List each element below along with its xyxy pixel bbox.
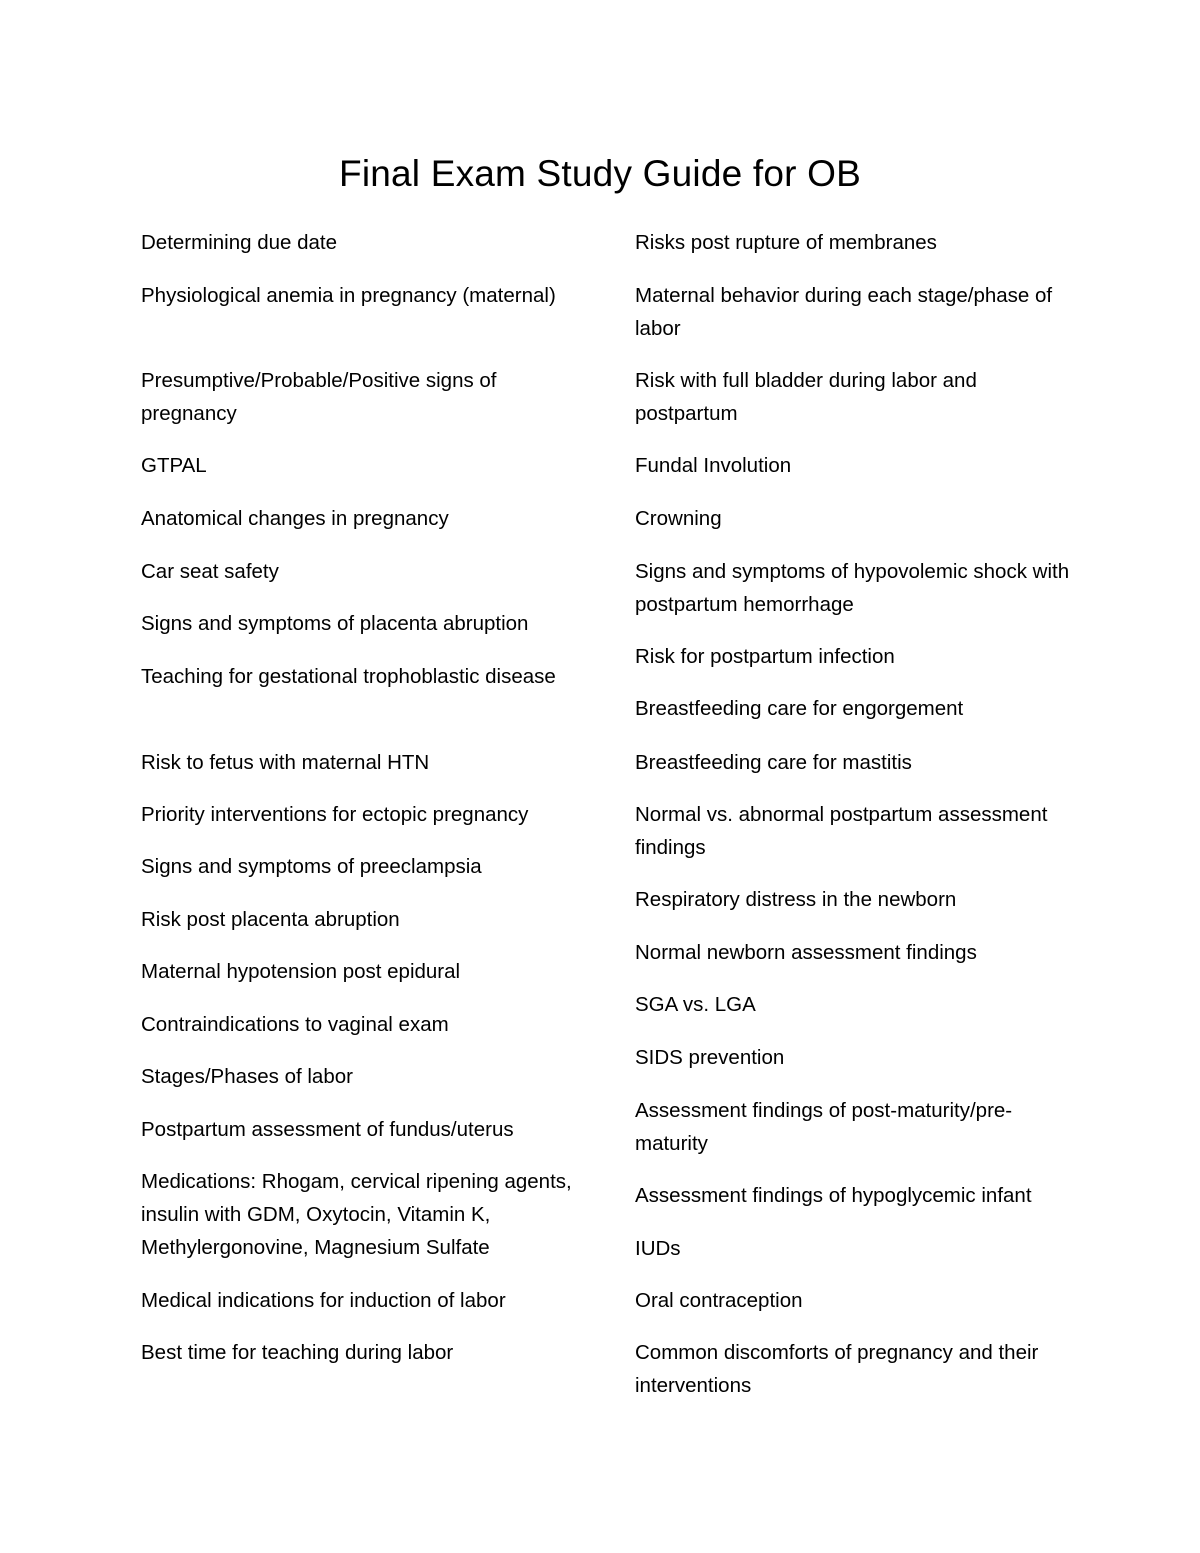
list-item: Common discomforts of pregnancy and their interventions — [635, 1341, 1039, 1397]
list-item: Stages/Phases of labor — [141, 1065, 353, 1088]
list-item: Medical indications for induction of labor — [141, 1289, 506, 1312]
list-item: Respiratory distress in the newborn — [635, 888, 957, 911]
list-item: Physiological anemia in pregnancy (maternal) — [141, 284, 556, 307]
list-item: Risk for postpartum infection — [635, 645, 895, 668]
list-item: SGA vs. LGA — [635, 993, 756, 1016]
list-item: Oral contraception — [635, 1289, 803, 1312]
list-item: Teaching for gestational trophoblastic disease — [141, 665, 556, 688]
list-item: IUDs — [635, 1237, 681, 1260]
list-item: Maternal behavior during each stage/phase of labor — [635, 284, 1053, 340]
list-item: Determining due date — [141, 231, 338, 254]
list-item: Presumptive/Probable/Positive signs of pregnancy — [141, 369, 497, 425]
list-item: Postpartum assessment of fundus/uterus — [141, 1118, 514, 1141]
list-item: Medications: Rhogam, cervical ripening agents, insulin with GDM, Oxytocin, Vitamin K, Methylergonovine, Magnesium Sulfate — [141, 1170, 572, 1259]
list-item: Maternal hypotension post epidural — [141, 960, 461, 983]
list-item: Priority interventions for ectopic pregnancy — [141, 803, 529, 826]
list-item: Car seat safety — [141, 560, 279, 583]
list-item: Risk to fetus with maternal HTN — [141, 751, 430, 774]
list-item: Assessment findings of hypoglycemic infant — [635, 1184, 1032, 1207]
list-item: Anatomical changes in pregnancy — [141, 507, 449, 530]
list-item: GTPAL — [141, 454, 207, 477]
list-item: Contraindications to vaginal exam — [141, 1013, 449, 1036]
list-item: Breastfeeding care for engorgement — [635, 697, 964, 720]
list-item: SIDS prevention — [635, 1046, 785, 1069]
list-item: Normal newborn assessment findings — [635, 941, 977, 964]
list-item: Risks post rupture of membranes — [635, 231, 937, 254]
list-item: Signs and symptoms of hypovolemic shock with postpartum hemorrhage — [635, 560, 1070, 616]
list-item: Risk with full bladder during labor and postpartum — [635, 369, 977, 425]
list-item: Crowning — [635, 507, 722, 530]
list-item: Fundal Involution — [635, 454, 792, 477]
list-item: Signs and symptoms of placenta abruption — [141, 612, 529, 635]
list-item: Best time for teaching during labor — [141, 1341, 454, 1364]
list-item: Assessment findings of post-maturity/pre-maturity — [635, 1099, 1013, 1155]
page-title: Final Exam Study Guide for OB — [339, 153, 861, 194]
list-item: Risk post placenta abruption — [141, 908, 400, 931]
list-item: Signs and symptoms of preeclampsia — [141, 855, 482, 878]
list-item: Breastfeeding care for mastitis — [635, 751, 912, 774]
list-item: Normal vs. abnormal postpartum assessment findings — [635, 803, 1048, 859]
